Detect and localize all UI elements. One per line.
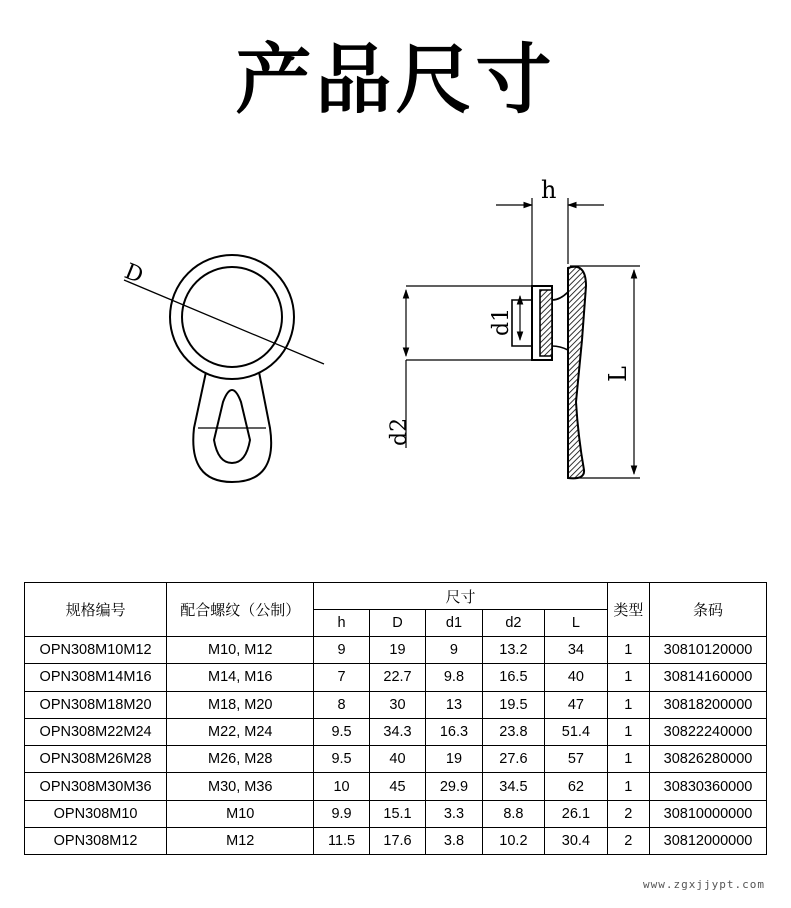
cell-d2: 23.8 <box>482 718 545 745</box>
cell-spec-code: OPN308M10 <box>25 800 167 827</box>
cell-D: 17.6 <box>369 828 425 855</box>
cell-D: 34.3 <box>369 718 425 745</box>
header-L: L <box>545 610 608 637</box>
cell-d1: 3.3 <box>426 800 482 827</box>
cell-spec-code: OPN308M14M16 <box>25 664 167 691</box>
cell-barcode: 30826280000 <box>650 746 767 773</box>
cell-d1: 19 <box>426 746 482 773</box>
header-d2: d2 <box>482 610 545 637</box>
cell-type: 1 <box>607 691 649 718</box>
dim-label-L: L <box>604 366 632 382</box>
cell-barcode: 30822240000 <box>650 718 767 745</box>
table-row <box>25 718 767 745</box>
cell-spec-code: OPN308M12 <box>25 828 167 855</box>
table-row <box>25 746 767 773</box>
side-view <box>406 198 640 478</box>
cell-L: 57 <box>545 746 608 773</box>
cell-d2: 27.6 <box>482 746 545 773</box>
cell-d2: 13.2 <box>482 637 545 664</box>
cell-h: 11.5 <box>314 828 369 855</box>
cell-thread: M10 <box>167 800 314 827</box>
header-spec-code: 规格编号 <box>25 583 167 637</box>
cell-d1: 9.8 <box>426 664 482 691</box>
dim-label-d2: d2 <box>387 417 412 446</box>
cell-barcode: 30810000000 <box>650 800 767 827</box>
cell-d1: 29.9 <box>426 773 482 800</box>
cell-L: 30.4 <box>545 828 608 855</box>
cell-spec-code: OPN308M18M20 <box>25 691 167 718</box>
cell-type: 1 <box>607 718 649 745</box>
cell-d2: 34.5 <box>482 773 545 800</box>
cell-d1: 3.8 <box>426 828 482 855</box>
cell-type: 1 <box>607 664 649 691</box>
cell-spec-code: OPN308M22M24 <box>25 718 167 745</box>
cell-L: 62 <box>545 773 608 800</box>
cell-d2: 8.8 <box>482 800 545 827</box>
dim-label-D: D <box>120 259 147 289</box>
spec-table <box>24 582 767 855</box>
cell-h: 9.9 <box>314 800 369 827</box>
cell-spec-code: OPN308M26M28 <box>25 746 167 773</box>
cell-h: 9 <box>314 637 369 664</box>
cell-D: 45 <box>369 773 425 800</box>
dim-label-d1: d1 <box>489 307 514 336</box>
cell-type: 2 <box>607 828 649 855</box>
header-d1: d1 <box>426 610 482 637</box>
header-h: h <box>314 610 369 637</box>
cell-h: 9.5 <box>314 746 369 773</box>
cell-L: 34 <box>545 637 608 664</box>
cell-d1: 13 <box>426 691 482 718</box>
cell-type: 1 <box>607 773 649 800</box>
cell-thread: M14, M16 <box>167 664 314 691</box>
cell-L: 51.4 <box>545 718 608 745</box>
cell-d2: 10.2 <box>482 828 545 855</box>
cell-thread: M12 <box>167 828 314 855</box>
cell-D: 19 <box>369 637 425 664</box>
cell-d2: 19.5 <box>482 691 545 718</box>
cell-h: 8 <box>314 691 369 718</box>
table-row <box>25 800 767 827</box>
cell-L: 47 <box>545 691 608 718</box>
cell-type: 1 <box>607 637 649 664</box>
cell-spec-code: OPN308M30M36 <box>25 773 167 800</box>
cell-d2: 16.5 <box>482 664 545 691</box>
cell-barcode: 30814160000 <box>650 664 767 691</box>
cell-h: 10 <box>314 773 369 800</box>
dim-label-h: h <box>541 176 557 204</box>
cell-barcode: 30810120000 <box>650 637 767 664</box>
cell-D: 15.1 <box>369 800 425 827</box>
cell-D: 22.7 <box>369 664 425 691</box>
watermark: www.zgxjjypt.com <box>643 878 765 891</box>
cell-d1: 9 <box>426 637 482 664</box>
header-barcode: 条码 <box>650 583 767 637</box>
page-title: 产品尺寸 <box>235 35 556 124</box>
cell-D: 30 <box>369 691 425 718</box>
cell-barcode: 30812000000 <box>650 828 767 855</box>
cell-thread: M30, M36 <box>167 773 314 800</box>
table-row <box>25 637 767 664</box>
header-D: D <box>369 610 425 637</box>
header-dimensions: 尺寸 <box>314 583 607 610</box>
header-type: 类型 <box>607 583 649 637</box>
cell-h: 7 <box>314 664 369 691</box>
cell-thread: M26, M28 <box>167 746 314 773</box>
cell-L: 40 <box>545 664 608 691</box>
front-view <box>124 255 324 482</box>
cell-thread: M10, M12 <box>167 637 314 664</box>
table-row <box>25 828 767 855</box>
cell-thread: M18, M20 <box>167 691 314 718</box>
table-row <box>25 664 767 691</box>
cell-thread: M22, M24 <box>167 718 314 745</box>
cell-spec-code: OPN308M10M12 <box>25 637 167 664</box>
table-row <box>25 773 767 800</box>
cell-h: 9.5 <box>314 718 369 745</box>
cell-L: 26.1 <box>545 800 608 827</box>
cell-barcode: 30818200000 <box>650 691 767 718</box>
cell-barcode: 30830360000 <box>650 773 767 800</box>
cell-type: 1 <box>607 746 649 773</box>
cell-d1: 16.3 <box>426 718 482 745</box>
cell-D: 40 <box>369 746 425 773</box>
technical-drawing <box>0 160 791 520</box>
header-thread: 配合螺纹（公制） <box>167 583 314 637</box>
cell-type: 2 <box>607 800 649 827</box>
spec-table-body <box>25 637 767 855</box>
table-row <box>25 691 767 718</box>
